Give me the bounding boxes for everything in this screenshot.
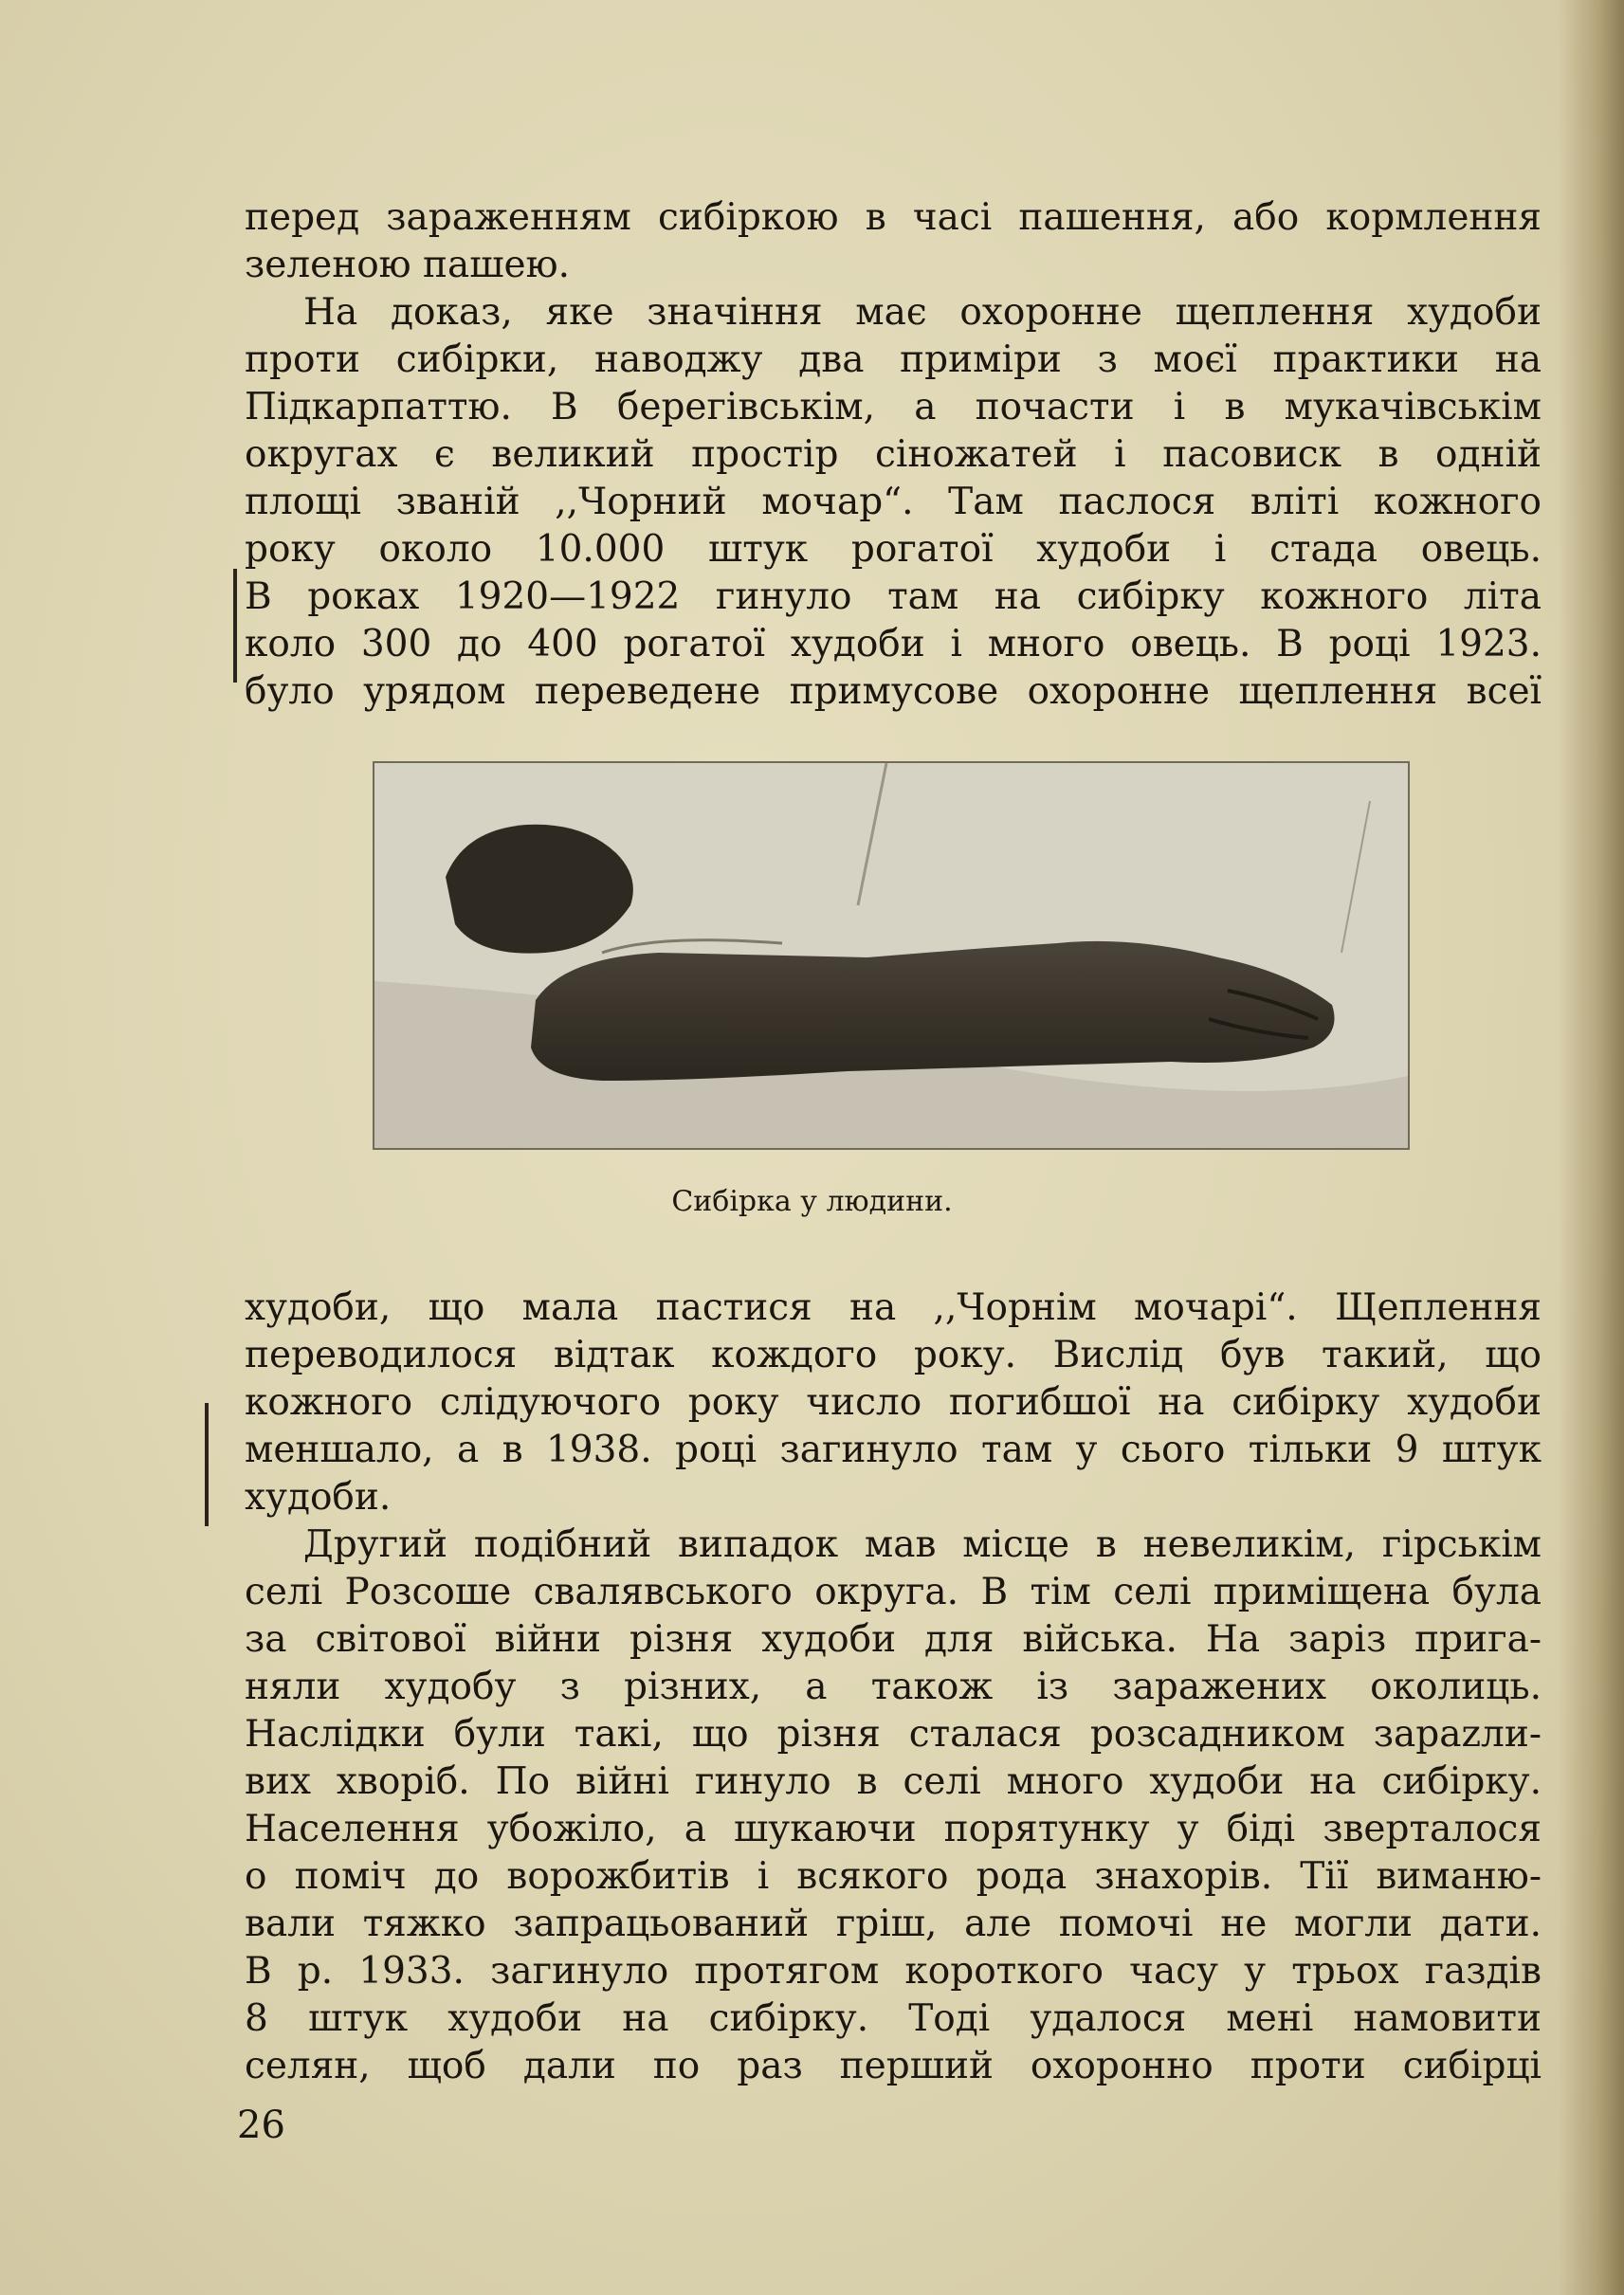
arm-photo-illustration — [374, 763, 1408, 1148]
text-line: На доказ, яке значіння має охоронне щеплення худоби — [303, 291, 1542, 334]
figure-photo — [373, 761, 1410, 1150]
text-line: В р. 1933. загинуло протягом короткого часу у трьох газдів — [245, 1950, 1542, 1993]
page-gutter-shadow — [1558, 0, 1624, 2295]
text-line: переводилося відтак кождого року. Вислід був такий, що — [245, 1334, 1542, 1376]
text-line: 8 штук худоби на сибірку. Тоді удалося мені намовити — [245, 1997, 1542, 2040]
text-line: зеленою пашею. — [245, 244, 570, 286]
text-line: худоби, що мала пастися на ,,Чорнім мочарі“. Щеплення — [245, 1286, 1542, 1329]
page-number: 26 — [237, 2104, 285, 2147]
text-line: року около 10.000 штук рогатої худоби і стада овець. — [245, 528, 1542, 571]
text-line: коло 300 до 400 рогатої худоби і много овець. В році 1923. — [245, 623, 1542, 665]
text-line: перед зараженням сибіркою в часі пашення, або кормлення — [245, 196, 1542, 239]
text-line: вали тяжко запрацьований гріш, але помочі не могли дати. — [245, 1903, 1542, 1945]
text-line: селі Розсоше свалявського округа. В тім селі приміщена була — [245, 1571, 1542, 1613]
text-line: Наслідки були такі, що різня сталася розсадником зарazли- — [245, 1713, 1542, 1756]
text-line: няли худобу з різних, а також із заражених околиць. — [245, 1666, 1542, 1708]
text-block-top — [245, 194, 1542, 716]
text-line: було урядом переведене примусове охоронне щеплення всеї — [245, 670, 1542, 713]
text-line: меншало, а в 1938. році загинуло там у сього тільки 9 штук — [245, 1429, 1542, 1471]
text-line: Підкарпаттю. В берегівськім, а почасти і в мукачівськім — [245, 386, 1542, 428]
text-line: за світової війни різня худоби для війська. На заріз прига- — [245, 1618, 1542, 1661]
text-line: проти сибірки, наводжу два приміри з моєї практики на — [245, 338, 1542, 381]
text-line: округах є великий простір сіножатей і пасовиск в одній — [245, 433, 1542, 476]
text-line: вих хворіб. По війні гинуло в селі много худоби на сибірку. — [245, 1760, 1542, 1803]
margin-pencil-mark — [233, 569, 237, 683]
text-block-bottom — [245, 1284, 1542, 2090]
text-line: В роках 1920—1922 гинуло там на сибірку кожного літа — [245, 575, 1542, 618]
text-line: Другий подібний випадок мав місце в невеликім, гірськім — [303, 1523, 1542, 1566]
text-line: о поміч до ворожбитів і всякого рода знахорів. Тії виманю- — [245, 1855, 1542, 1898]
text-line: селян, щоб дали по раз перший охоронно проти сибірці — [245, 2045, 1542, 2087]
text-line: площі званій ,,Чорний мочар“. Там паслося влітi кожного — [245, 481, 1542, 523]
text-line: Населення убожіло, а шукаючи порятунку у біді зверталося — [245, 1808, 1542, 1850]
text-line: худоби. — [245, 1476, 392, 1519]
text-line: кожного слідуючого року число погибшої на сибірку худоби — [245, 1381, 1542, 1424]
figure-caption: Сибірка у людини. — [671, 1185, 953, 1218]
margin-pencil-mark — [205, 1403, 209, 1526]
